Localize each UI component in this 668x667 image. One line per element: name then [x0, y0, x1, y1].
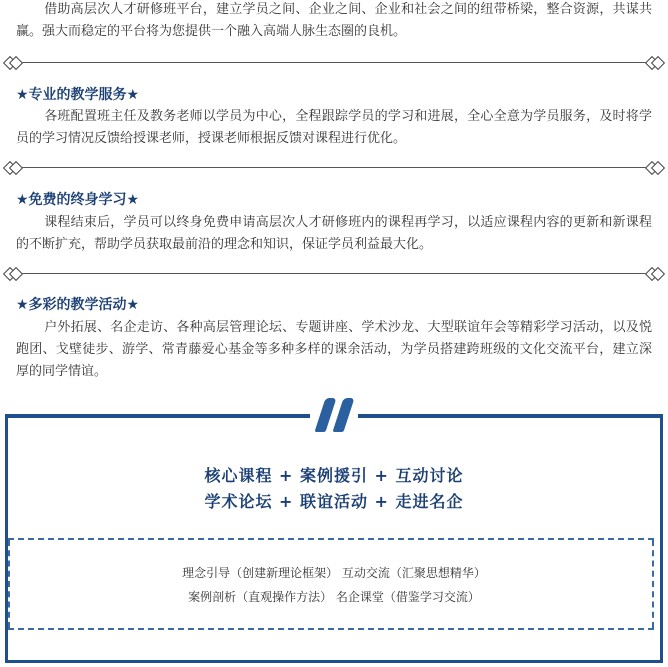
section-body-service: [16, 106, 652, 150]
panel-headline-1: 核心课程 + 案例援引 + 互动讨论: [204, 466, 464, 485]
quote-mark-icon: [310, 396, 358, 434]
section-heading-lifelong: ★免费的终身学习★: [16, 192, 140, 208]
section-body-activities: [16, 317, 652, 383]
panel-detail-1: 理念引导（创建新理论框架） 互动交流（汇聚思想精华）: [182, 566, 486, 580]
section-body-service-text: 各班配置班主任及教务老师以学员为中心，全程跟踪学员的学习和进展，全心全意为学员服务，及时将学员的学习情况反馈给授课老师，授课老师根据反馈对课程进行优化。: [16, 109, 652, 146]
section-body-lifelong-text: 课程结束后，学员可以终身免费申请高层次人才研修班内的课程再学习，以适应课程内容的更新和新课程的不断扩充，帮助学员获取最前沿的理念和知识，保证学员利益最大化。: [16, 215, 652, 252]
section-body-lifelong: [16, 212, 652, 256]
ornament-divider: [3, 161, 665, 175]
ornament-divider: [3, 56, 665, 70]
panel-detail-2: 案例剖析（直观操作方法） 名企课堂（借鉴学习交流）: [188, 590, 480, 604]
ornament-divider: [3, 267, 665, 281]
section-body-activities-text: 户外拓展、名企走访、各种高层管理论坛、专题讲座、学术沙龙、大型联谊年会等精彩学习活动，以及悦跑团、戈壁徒步、游学、常青藤爱心基金等多种多样的课余活动，为学员搭建跨班级的文化交流平台，建立深厚的同学情谊。: [16, 320, 652, 379]
panel-headline-2: 学术论坛 + 联谊活动 + 走进名企: [204, 492, 464, 511]
intro-paragraph: [16, 0, 652, 43]
intro-text: 借助高层次人才研修班平台，建立学员之间、企业之间、企业和社会之间的纽带桥梁，整合资源，共谋共赢。强大而稳定的平台将为您提供一个融入高端人脉生态圈的良机。: [16, 2, 652, 39]
section-heading-service: ★专业的教学服务★: [16, 87, 140, 103]
section-heading-activities: ★多彩的教学活动★: [16, 297, 140, 313]
detail-box: [8, 538, 654, 630]
